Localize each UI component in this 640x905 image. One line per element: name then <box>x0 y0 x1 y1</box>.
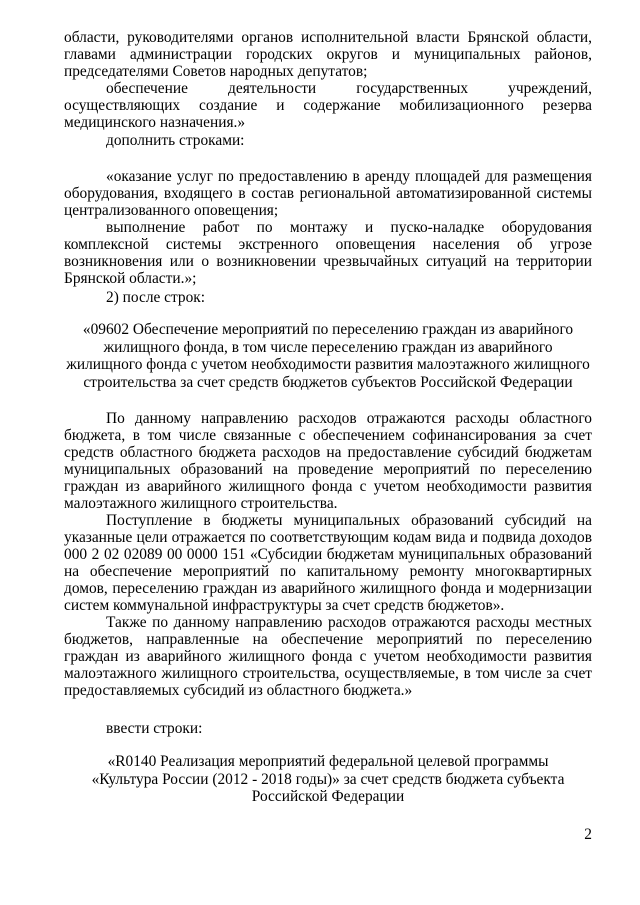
subsidies-receipt-paragraph: Поступление в бюджеты муниципальных образований субсидий на указанные цели отражается по соответствующим кодам вида и подвида доходов 000 2 02 02089 00 0000 151 «Субсидии бюджетам муниципальных образований на обеспечение мероприятий по капитальному ремонту многоквартирных домов, переселению граждан из аварийного жилищного фонда и модернизации систем коммунальной инфраструктуры за счет средств бюджетов». <box>64 512 592 614</box>
rental-services-paragraph: «оказание услуг по предоставлению в аренду площадей для размещения оборудования, входящего в состав региональной автоматизированной системы централизованного оповещения; <box>64 168 592 219</box>
insert-label: ввести строки: <box>106 720 203 737</box>
expense-entry-R0140-line-1: «R0140 Реализация мероприятий федеральной целевой программы <box>107 753 549 770</box>
continuation-paragraph: области, руководителями органов исполнительной власти Брянской области, главами администрации городских округов и муниципальных районов, председателями Советов народных депутатов; <box>64 29 592 80</box>
expense-entry-09602 <box>64 321 592 391</box>
expense-entry-R0140 <box>64 753 592 806</box>
reserve-item-paragraph: обеспечение деятельности государственных учреждений, осуществляющих создание и содержание мобилизационного резерва медицинского назначения.» <box>64 80 592 131</box>
section-1 <box>64 29 592 131</box>
expense-entry-R0140-line-3: Российской Федерации <box>251 788 405 805</box>
regional-budget-paragraph: По данному направлению расходов отражаются расходы областного бюджета, в том числе связанные с обеспечением софинансирования за счет средств областного бюджета расходов на предоставление субсидий бюджетам муниципальных образований на проведение мероприятий по переселению граждан из аварийного жилищного фонда с учетом необходимости развития малоэтажного жилищного строительства. <box>64 410 592 512</box>
section-3 <box>64 410 592 699</box>
installation-works-paragraph: выполнение работ по монтажу и пуско-наладке оборудования комплексной системы экстренного оповещения населения об угрозе возникновения или о возникновении чрезвычайных ситуаций на территории Брянской области.»; <box>64 219 592 287</box>
supplement-label: дополнить строками: <box>106 132 245 149</box>
expense-entry-R0140-line-2: «Культура России (2012 - 2018 годы)» за счет средств бюджета субъекта <box>91 770 565 788</box>
after-lines-label: 2) после строк: <box>106 289 206 306</box>
local-budgets-paragraph: Также по данному направлению расходов отражаются расходы местных бюджетов, направленные на обеспечение мероприятий по переселению граждан из аварийного жилищного фонда с учетом необходимости развития малоэтажного жилищного строительства, осуществляемые, в том числе за счет предоставляемых субсидий из областного бюджета.» <box>64 614 592 699</box>
expense-entry-09602-text: «09602 Обеспечение мероприятий по переселению граждан из аварийного жилищного фонда, в том числе переселению граждан из аварийного жилищного фонда с учетом необходимости развития малоэтажного жилищного строительства за счет средств бюджетов субъектов Российской Федерации <box>66 321 590 391</box>
page-number: 2 <box>584 826 592 843</box>
section-2 <box>64 168 592 287</box>
